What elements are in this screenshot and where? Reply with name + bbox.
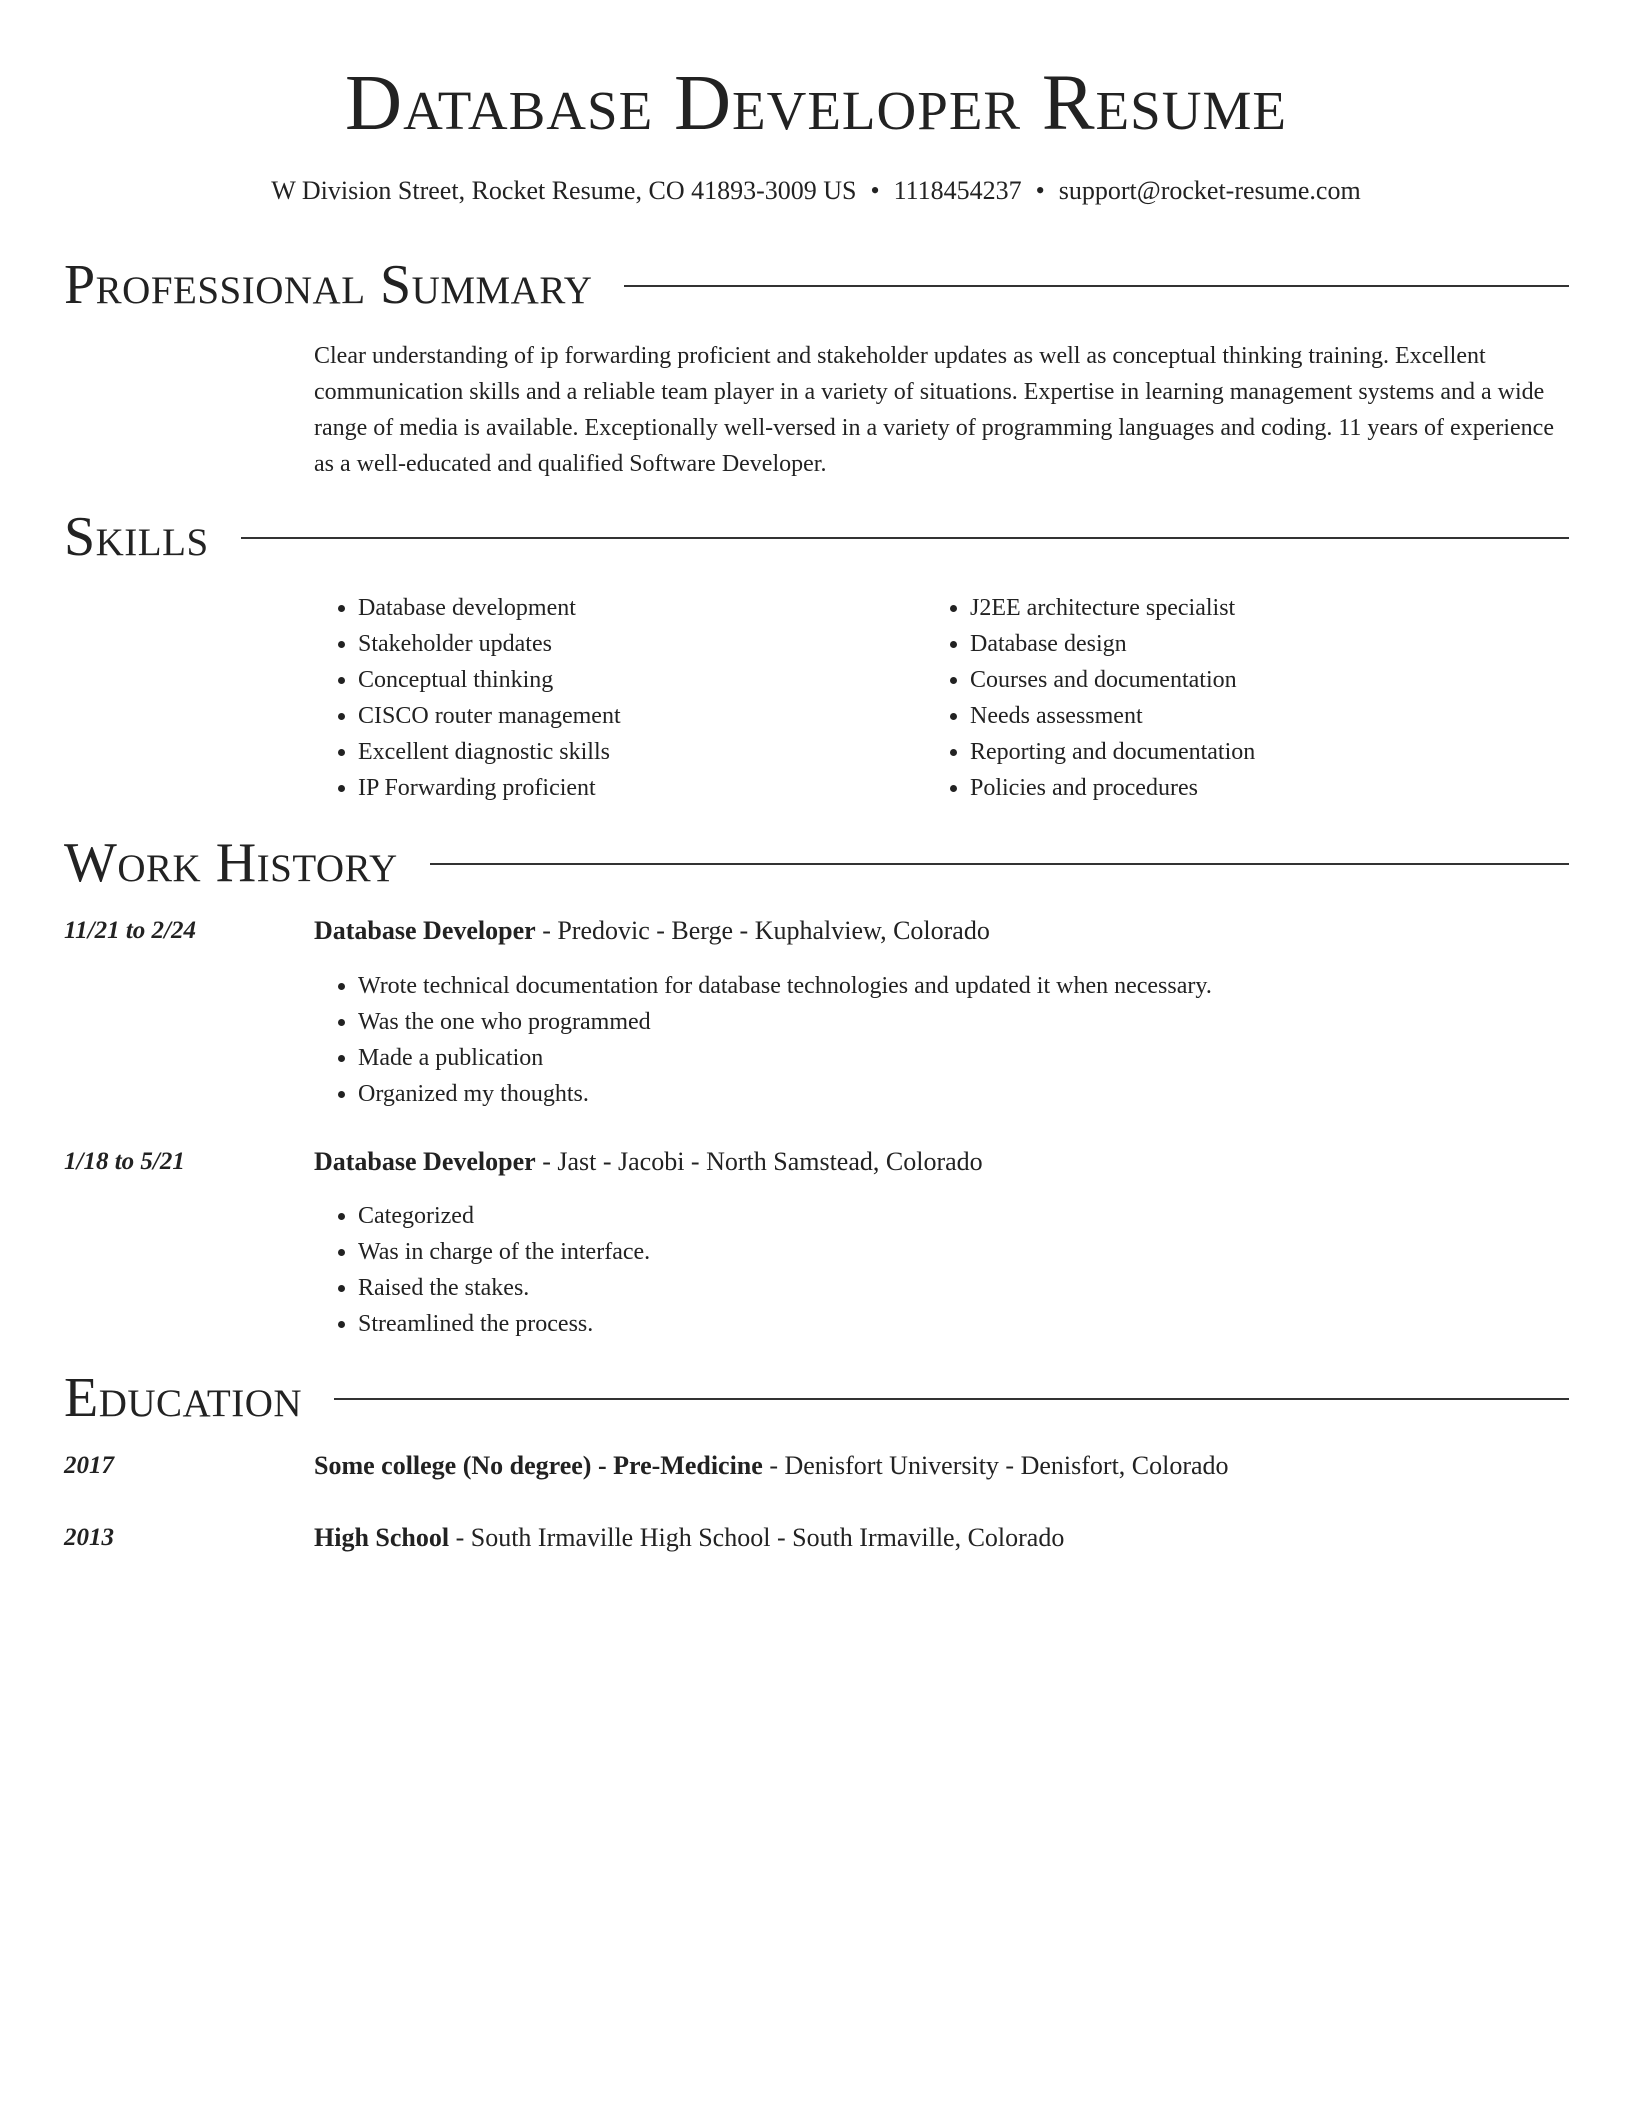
resume-title: Database Developer Resume [345, 60, 1287, 147]
section-divider [334, 1398, 1569, 1400]
skill-item: • CISCO router management [358, 698, 914, 734]
skill-item: • IP Forwarding proficient [358, 770, 914, 806]
job-dates: 11/21 to 2/24 [64, 917, 196, 944]
contact-separator: • [870, 176, 880, 205]
skills-left-column [314, 590, 914, 806]
skills-right-column [926, 590, 1526, 806]
skills-heading: Skills [64, 506, 209, 568]
section-divider [241, 537, 1569, 539]
education-year: 2017 [64, 1452, 114, 1479]
skill-item: • Database development [358, 590, 914, 626]
summary-heading: Professional Summary [64, 254, 593, 316]
job-bullet: • Streamlined the process. [358, 1306, 1564, 1342]
skill-item: • Excellent diagnostic skills [358, 734, 914, 770]
education-degree: Some college (No degree) - Pre-Medicine [314, 1451, 763, 1480]
education-degree: High School [314, 1523, 450, 1552]
job-details: - Predovic - Berge - Kuphalview, Colorado [535, 916, 990, 945]
skills-section-header [64, 502, 1569, 572]
job-bullet: • Categorized [358, 1198, 1564, 1234]
education-year: 2013 [64, 1524, 114, 1551]
job-bullet: • Made a publication [358, 1040, 1564, 1076]
contact-line [0, 174, 1632, 208]
job-details: - Jast - Jacobi - North Samstead, Colorado [535, 1147, 983, 1176]
education-entry [314, 1521, 1564, 1555]
skill-item: • Database design [970, 626, 1526, 662]
contact-separator: • [1035, 176, 1045, 205]
skill-item: • Courses and documentation [970, 662, 1526, 698]
skill-item: • Needs assessment [970, 698, 1526, 734]
job-title: Database Developer [314, 916, 536, 945]
skill-item: • Reporting and documentation [970, 734, 1526, 770]
summary-text: Clear understanding of ip forwarding proficient and stakeholder updates as well as conceptual thinking training. Excellent communication skills and a reliable team player in a variety of situations. Expertise in learning management systems and a wide range of media is available. Exceptionally well-versed in a variety of programming languages and coding. 11 years of experience as a well-educated and qualified Software Developer. [314, 343, 1554, 477]
job-bullet: • Was the one who programmed [358, 1004, 1564, 1040]
skill-item: • J2EE architecture specialist [970, 590, 1526, 626]
skill-item: • Stakeholder updates [358, 626, 914, 662]
job-bullet: • Organized my thoughts. [358, 1076, 1564, 1112]
section-divider [624, 285, 1569, 287]
contact-address: W Division Street, Rocket Resume, CO 41893-3009 US [271, 176, 857, 205]
education-details: - South Irmaville High School - South Irmaville, Colorado [449, 1523, 1065, 1552]
education-section-header [64, 1363, 1569, 1433]
contact-phone: 1118454237 [893, 176, 1022, 205]
skill-item: • Conceptual thinking [358, 662, 914, 698]
job-title: Database Developer [314, 1147, 536, 1176]
job-header [314, 1145, 1564, 1179]
job-header [314, 914, 1564, 948]
job-bullet: • Raised the stakes. [358, 1270, 1564, 1306]
job-bullet: • Wrote technical documentation for database technologies and updated it when necessary. [358, 968, 1564, 1004]
work-heading: Work History [64, 832, 398, 894]
job-bullet: • Was in charge of the interface. [358, 1234, 1564, 1270]
job-dates: 1/18 to 5/21 [64, 1148, 185, 1175]
job-bullets [314, 1198, 1564, 1342]
section-divider [430, 863, 1569, 865]
education-entry [314, 1449, 1564, 1483]
education-heading: Education [64, 1367, 303, 1429]
contact-email: support@rocket-resume.com [1058, 176, 1361, 205]
skill-item: • Policies and procedures [970, 770, 1526, 806]
education-details: - Denisfort University - Denisfort, Colorado [762, 1451, 1229, 1480]
summary-section-header [64, 250, 1569, 320]
work-section-header [64, 828, 1569, 898]
job-bullets [314, 968, 1564, 1112]
